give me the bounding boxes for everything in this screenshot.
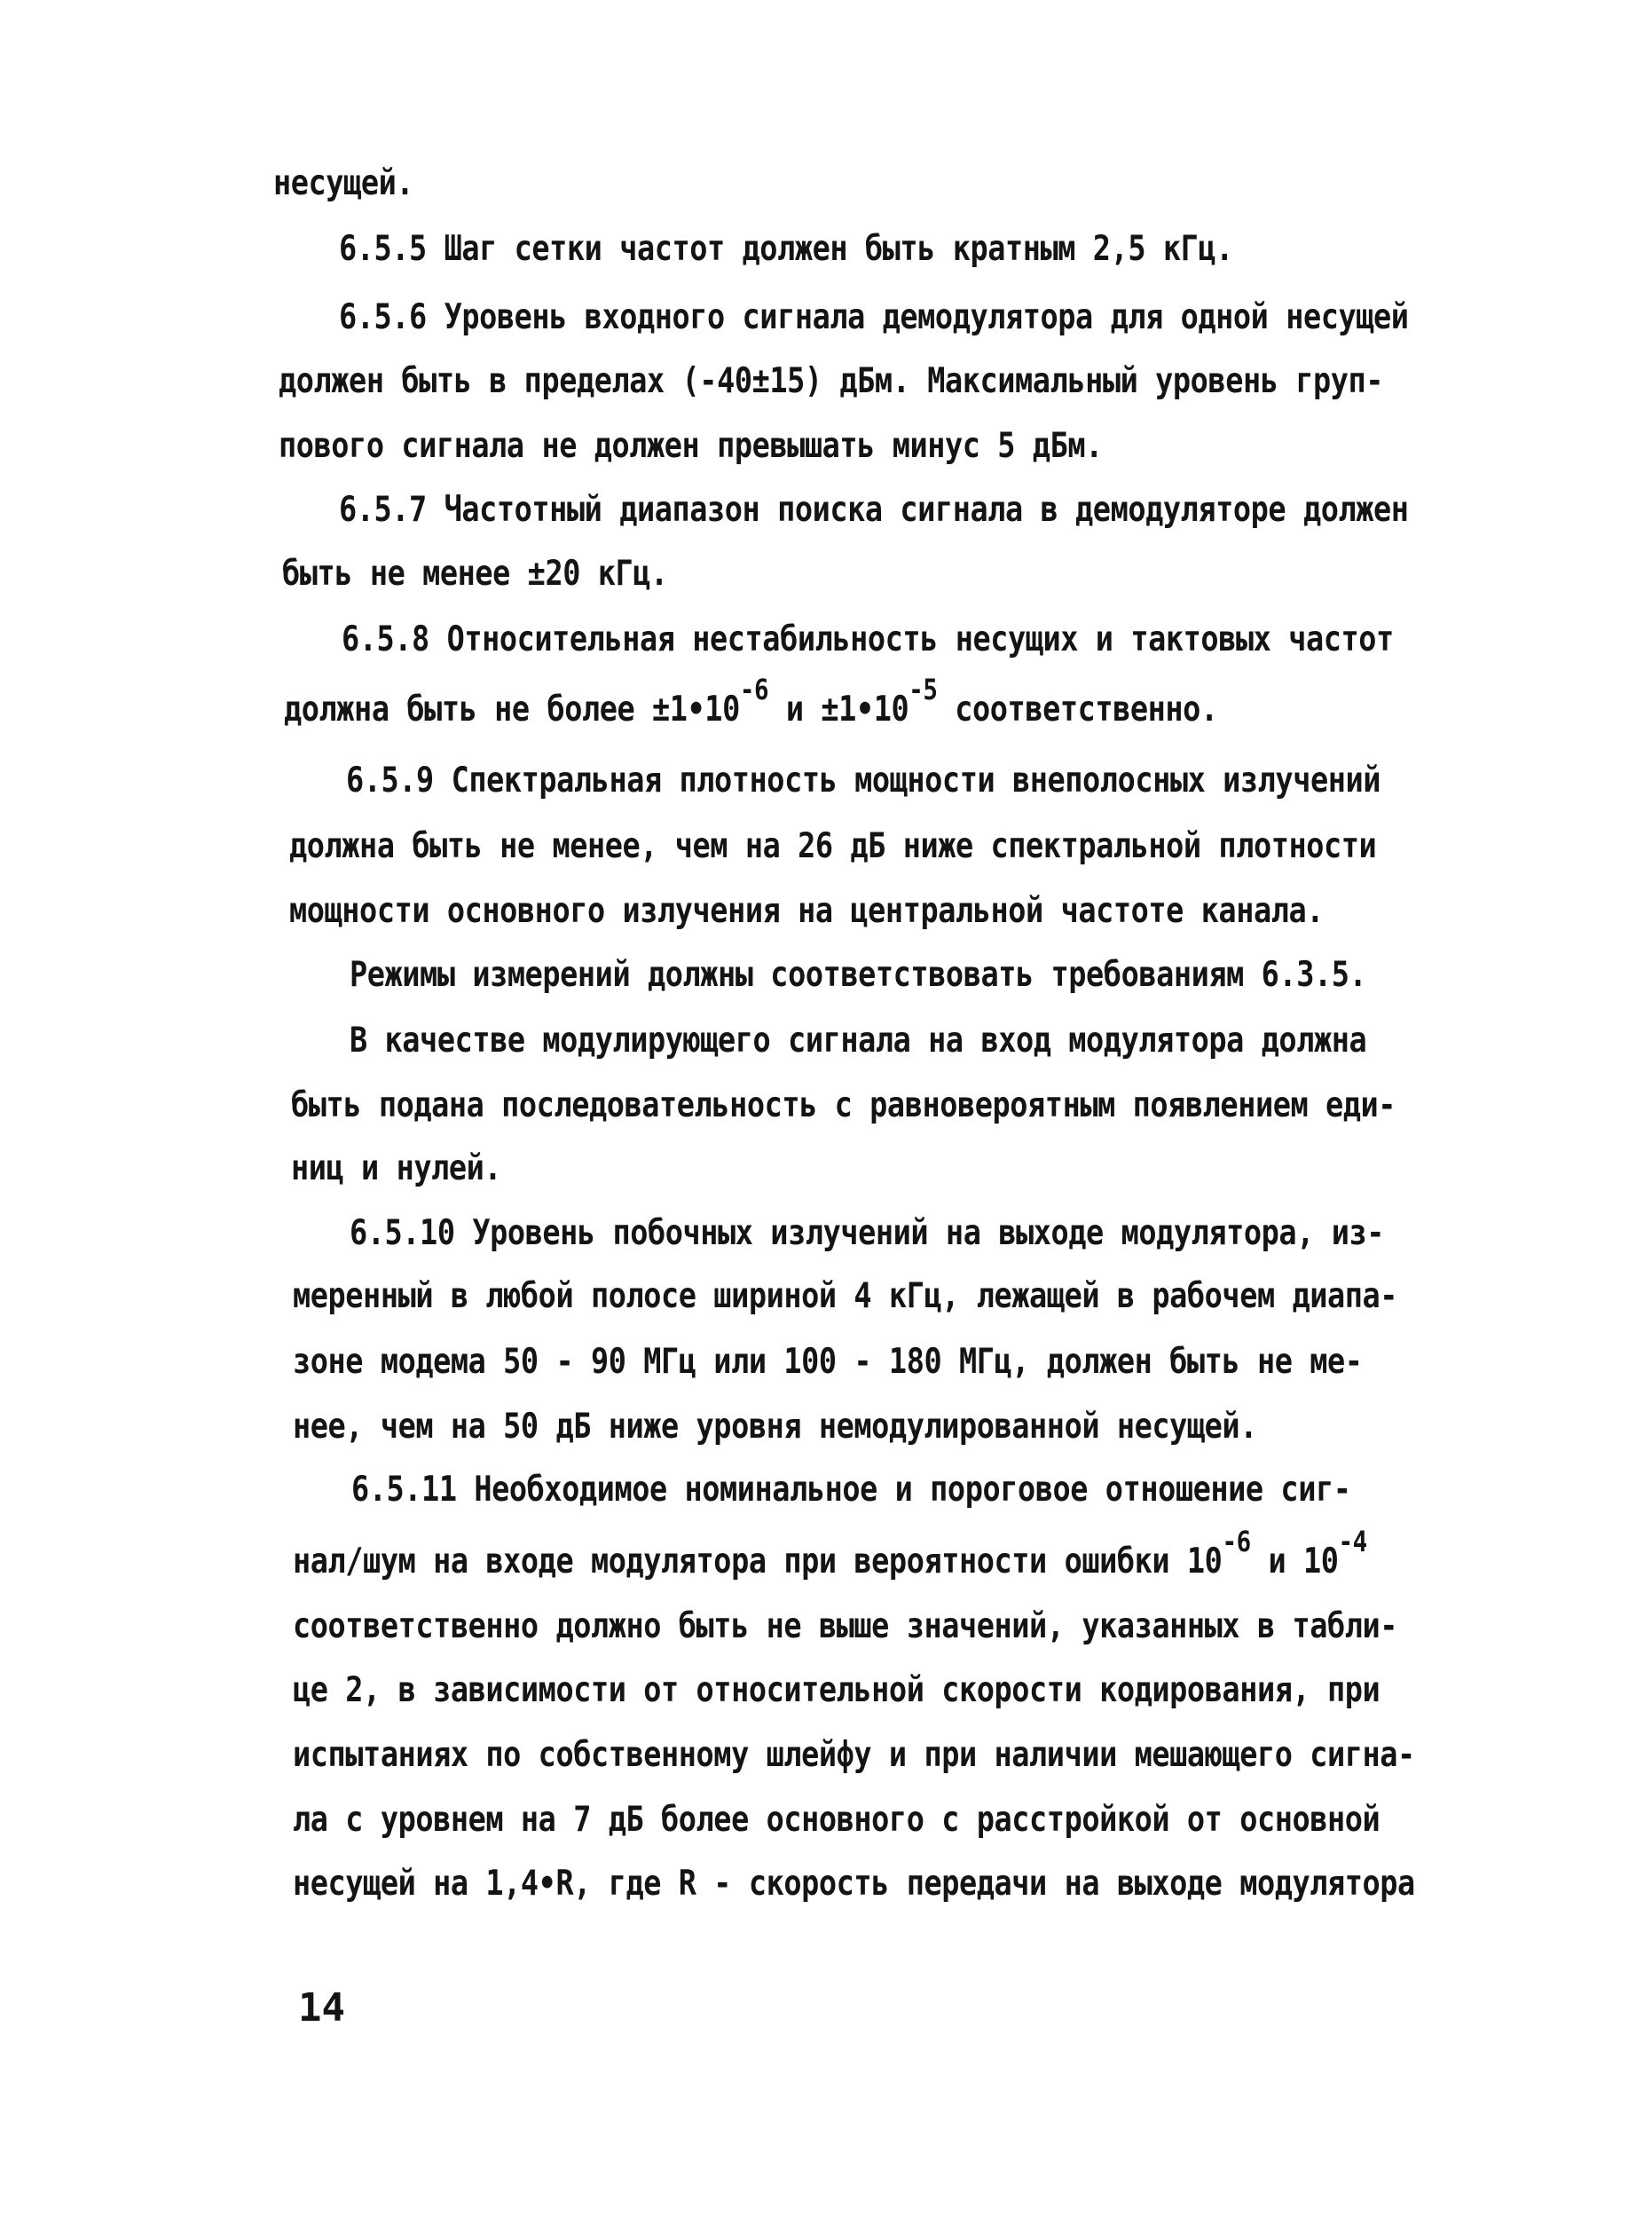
exponent: -6 — [1222, 1525, 1251, 1558]
text-line: В качестве модулирующего сигнала на вход модулятора должна — [350, 1021, 1367, 1061]
text-line: мощности основного излучения на центральной частоте канала. — [289, 891, 1325, 931]
text-line: соответственно должно быть не выше значений, указанных в табли- — [293, 1606, 1398, 1646]
exponent: -6 — [739, 673, 769, 706]
text-line: меренный в любой полосе шириной 4 кГц, лежащей в рабочем диапа- — [293, 1276, 1398, 1316]
page-number: 14 — [298, 1985, 345, 2031]
text-line: быть подана последовательность с равновероятным появлением еди- — [291, 1085, 1396, 1125]
text-line: це 2, в зависимости от относительной скорости кодирования, при — [293, 1670, 1381, 1710]
clause-6-5-7: 6.5.7 Частотный диапазон поиска сигнала в демодуляторе должен — [339, 490, 1409, 530]
clause-6-5-8: 6.5.8 Относительная нестабильность несущих и тактовых частот — [342, 619, 1394, 659]
text-run: и 10 — [1250, 1542, 1339, 1581]
text-line: зоне модема 50 - 90 МГц или 100 - 180 МГц, должен быть не ме- — [293, 1342, 1363, 1382]
text-line-with-exponents — [284, 673, 1218, 732]
text-line: пового сигнала не должен превышать минус 5 дБм. — [279, 426, 1103, 466]
clause-6-5-5: 6.5.5 Шаг сетки частот должен быть кратным 2,5 кГц. — [339, 229, 1233, 269]
text-line: несущей. — [273, 163, 414, 203]
text-line: ла с уровнем на 7 дБ более основного с расстройкой от основной — [293, 1800, 1381, 1840]
text-line: нее, чем на 50 дБ ниже уровня немодулированной несущей. — [293, 1407, 1257, 1447]
text-line: Режимы измерений должны соответствовать требованиям 6.3.5. — [350, 955, 1367, 995]
clause-6-5-6: 6.5.6 Уровень входного сигнала демодулятора для одной несущей — [339, 297, 1409, 337]
text-run: и ±1•10 — [768, 690, 909, 730]
exponent: -5 — [909, 673, 938, 706]
text-line-with-exponents — [293, 1525, 1367, 1584]
text-run: нал/шум на входе модулятора при вероятности ошибки 10 — [293, 1542, 1223, 1581]
text-line: испытаниях по собственному шлейфу и при наличии мешающего сигна- — [293, 1735, 1415, 1775]
clause-6-5-10: 6.5.10 Уровень побочных излучений на выходе модулятора, из- — [350, 1213, 1385, 1253]
text-run: должна быть не более ±1•10 — [284, 690, 740, 730]
exponent: -4 — [1338, 1525, 1367, 1558]
clause-6-5-9: 6.5.9 Спектральная плотность мощности внеполосных излучений — [346, 761, 1381, 801]
text-line: должна быть не менее, чем на 26 дБ ниже спектральной плотности — [289, 826, 1377, 866]
text-line: быть не менее ±20 кГц. — [282, 554, 668, 594]
text-run: соответственно. — [937, 690, 1218, 730]
text-line: несущей на 1,4•R, где R - скорость передачи на выходе модулятора — [293, 1864, 1415, 1904]
text-line: ниц и нулей. — [291, 1148, 502, 1188]
clause-6-5-11: 6.5.11 Необходимое номинальное и пороговое отношение сиг- — [351, 1470, 1351, 1510]
text-line: должен быть в пределах (-40±15) дБм. Максимальный уровень груп- — [279, 361, 1384, 401]
